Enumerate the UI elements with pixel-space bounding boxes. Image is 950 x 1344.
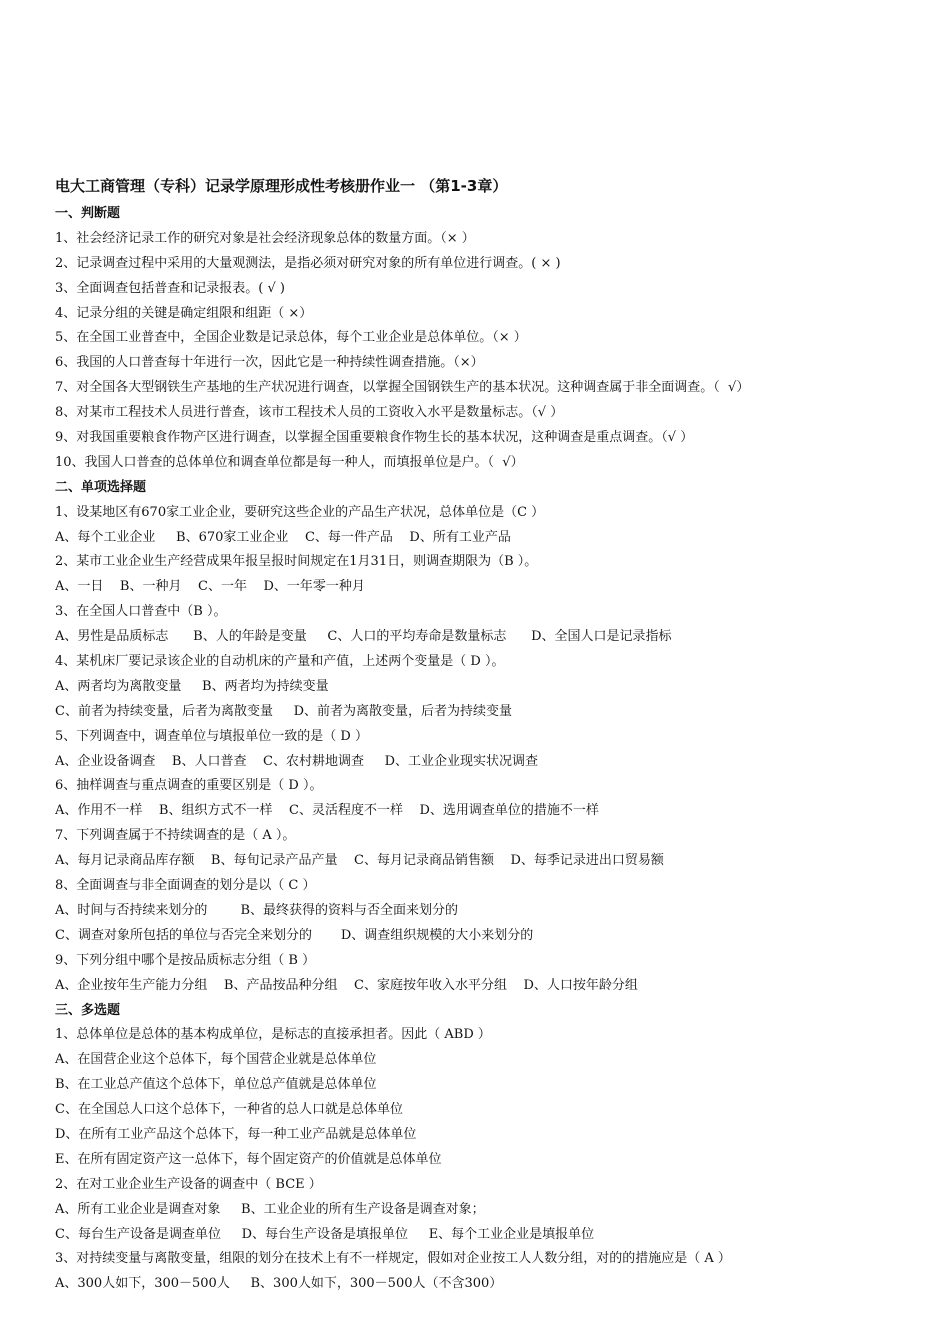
question-line: 3、全面调查包括普查和记录报表。( √ ) bbox=[55, 280, 285, 296]
options-line: A、每个工业企业 B、670家工业企业 C、每一件产品 D、所有工业产品 bbox=[55, 529, 511, 545]
options-line: A、在国营企业这个总体下，每个国营企业就是总体单位 bbox=[55, 1052, 377, 1068]
options-line: A、两者均为离散变量 B、两者均为持续变量 bbox=[55, 678, 329, 694]
section-single-choice bbox=[55, 476, 915, 999]
question-line: 2、某市工业企业生产经营成果年报呈报时间规定在1月31日，则调查期限为（B ）。 bbox=[55, 554, 538, 570]
question-line: 3、对持续变量与离散变量，组限的划分在技术上有不一样规定，假如对企业按工人人数分组，对的的措施应是（ A ） bbox=[55, 1251, 731, 1267]
section-heading: 二、单项选择题 bbox=[55, 479, 147, 495]
question-line: 7、对全国各大型钢铁生产基地的生产状况进行调查，以掌握全国钢铁生产的基本状况。这种调查属于非全面调查。（ √） bbox=[55, 380, 750, 396]
options-line: A、时间与否持续来划分的 B、最终获得的资料与否全面来划分的 bbox=[55, 902, 459, 918]
options-line: C、每台生产设备是调查单位 D、每台生产设备是填报单位 E、每个工业企业是填报单位 bbox=[55, 1226, 595, 1242]
question-line: 5、在全国工业普查中，全国企业数是记录总体，每个工业企业是总体单位。（× ） bbox=[55, 330, 527, 346]
options-line: A、企业设备调查 B、人口普查 C、农村耕地调查 D、工业企业现实状况调查 bbox=[55, 753, 539, 769]
document-body bbox=[55, 176, 915, 1297]
question-line: 9、下列分组中哪个是按品质标志分组（ B ） bbox=[55, 952, 316, 968]
options-line: E、在所有固定资产这一总体下，每个固定资产的价值就是总体单位 bbox=[55, 1151, 442, 1167]
options-line: A、作用不一样 B、组织方式不一样 C、灵活程度不一样 D、选用调查单位的措施不一样 bbox=[55, 803, 599, 819]
question-line: 1、总体单位是总体的基本构成单位，是标志的直接承担者。因此（ ABD ） bbox=[55, 1027, 491, 1043]
options-line: A、男性是品质标志 B、人的年龄是变量 C、人口的平均寿命是数量标志 D、全国人口是记录指标 bbox=[55, 629, 672, 645]
options-line: A、所有工业企业是调查对象 B、工业企业的所有生产设备是调查对象； bbox=[55, 1201, 485, 1217]
question-line: 4、某机床厂要记录该企业的自动机床的产量和产值，上述两个变量是（ D ）。 bbox=[55, 654, 505, 670]
options-line: C、在全国总人口这个总体下，一种省的总人口就是总体单位 bbox=[55, 1102, 403, 1118]
options-line: A、每月记录商品库存额 B、每旬记录产品产量 C、每月记录商品销售额 D、每季记录进出口贸易额 bbox=[55, 853, 664, 869]
question-line: 9、对我国重要粮食作物产区进行调查，以掌握全国重要粮食作物生长的基本状况，这种调查是重点调查。（√ ） bbox=[55, 430, 694, 446]
options-line: C、调查对象所包括的单位与否完全来划分的 D、调查组织规模的大小来划分的 bbox=[55, 927, 534, 943]
question-line: 5、下列调查中，调查单位与填报单位一致的是（ D ） bbox=[55, 728, 368, 744]
question-line: 1、设某地区有670家工业企业，要研究这些企业的产品生产状况，总体单位是（C ） bbox=[55, 504, 545, 520]
question-line: 6、我国的人口普查每十年进行一次，因此它是一种持续性调查措施。（×） bbox=[55, 355, 484, 371]
options-line: D、在所有工业产品这个总体下，每一种工业产品就是总体单位 bbox=[55, 1126, 417, 1142]
question-line: 4、记录分组的关键是确定组限和组距（ ×） bbox=[55, 305, 313, 321]
question-line: 3、在全国人口普查中（B ）。 bbox=[55, 604, 227, 620]
options-line: A、300人如下，300－500人 B、300人如下，300－500人（不含300） bbox=[55, 1276, 503, 1292]
question-line: 8、对某市工程技术人员进行普查，该市工程技术人员的工资收入水平是数量标志。（√ ） bbox=[55, 405, 564, 421]
question-line: 2、在对工业企业生产设备的调查中（ BCE ） bbox=[55, 1176, 322, 1192]
section-true-false bbox=[55, 202, 915, 476]
question-line: 8、全面调查与非全面调查的划分是以（ C ） bbox=[55, 878, 316, 894]
options-line: A、一日 B、一种月 C、一年 D、一年零一种月 bbox=[55, 579, 365, 595]
section-heading: 一、判断题 bbox=[55, 206, 121, 221]
section-multiple-choice bbox=[55, 999, 915, 1298]
document-title: 电大工商管理（专科）记录学原理形成性考核册作业一 （第1-3章） bbox=[55, 177, 508, 195]
question-line: 6、抽样调查与重点调查的重要区别是（ D ）。 bbox=[55, 778, 323, 794]
section-heading: 三、多选题 bbox=[55, 1002, 121, 1018]
options-line: B、在工业总产值这个总体下，单位总产值就是总体单位 bbox=[55, 1077, 377, 1093]
question-line: 10、我国人口普查的总体单位和调查单位都是每一种人，而填报单位是户。（ √） bbox=[55, 454, 524, 470]
question-line: 2、记录调查过程中采用的大量观测法，是指必须对研究对象的所有单位进行调查。( × ) bbox=[55, 255, 561, 271]
question-line: 1、社会经济记录工作的研究对象是社会经济现象总体的数量方面。（× ） bbox=[55, 230, 475, 246]
options-line: C、前者为持续变量，后者为离散变量 D、前者为离散变量，后者为持续变量 bbox=[55, 703, 513, 719]
options-line: A、企业按年生产能力分组 B、产品按品种分组 C、家庭按年收入水平分组 D、人口按年龄分组 bbox=[55, 977, 638, 993]
question-line: 7、下列调查属于不持续调查的是（ A ）。 bbox=[55, 828, 296, 844]
